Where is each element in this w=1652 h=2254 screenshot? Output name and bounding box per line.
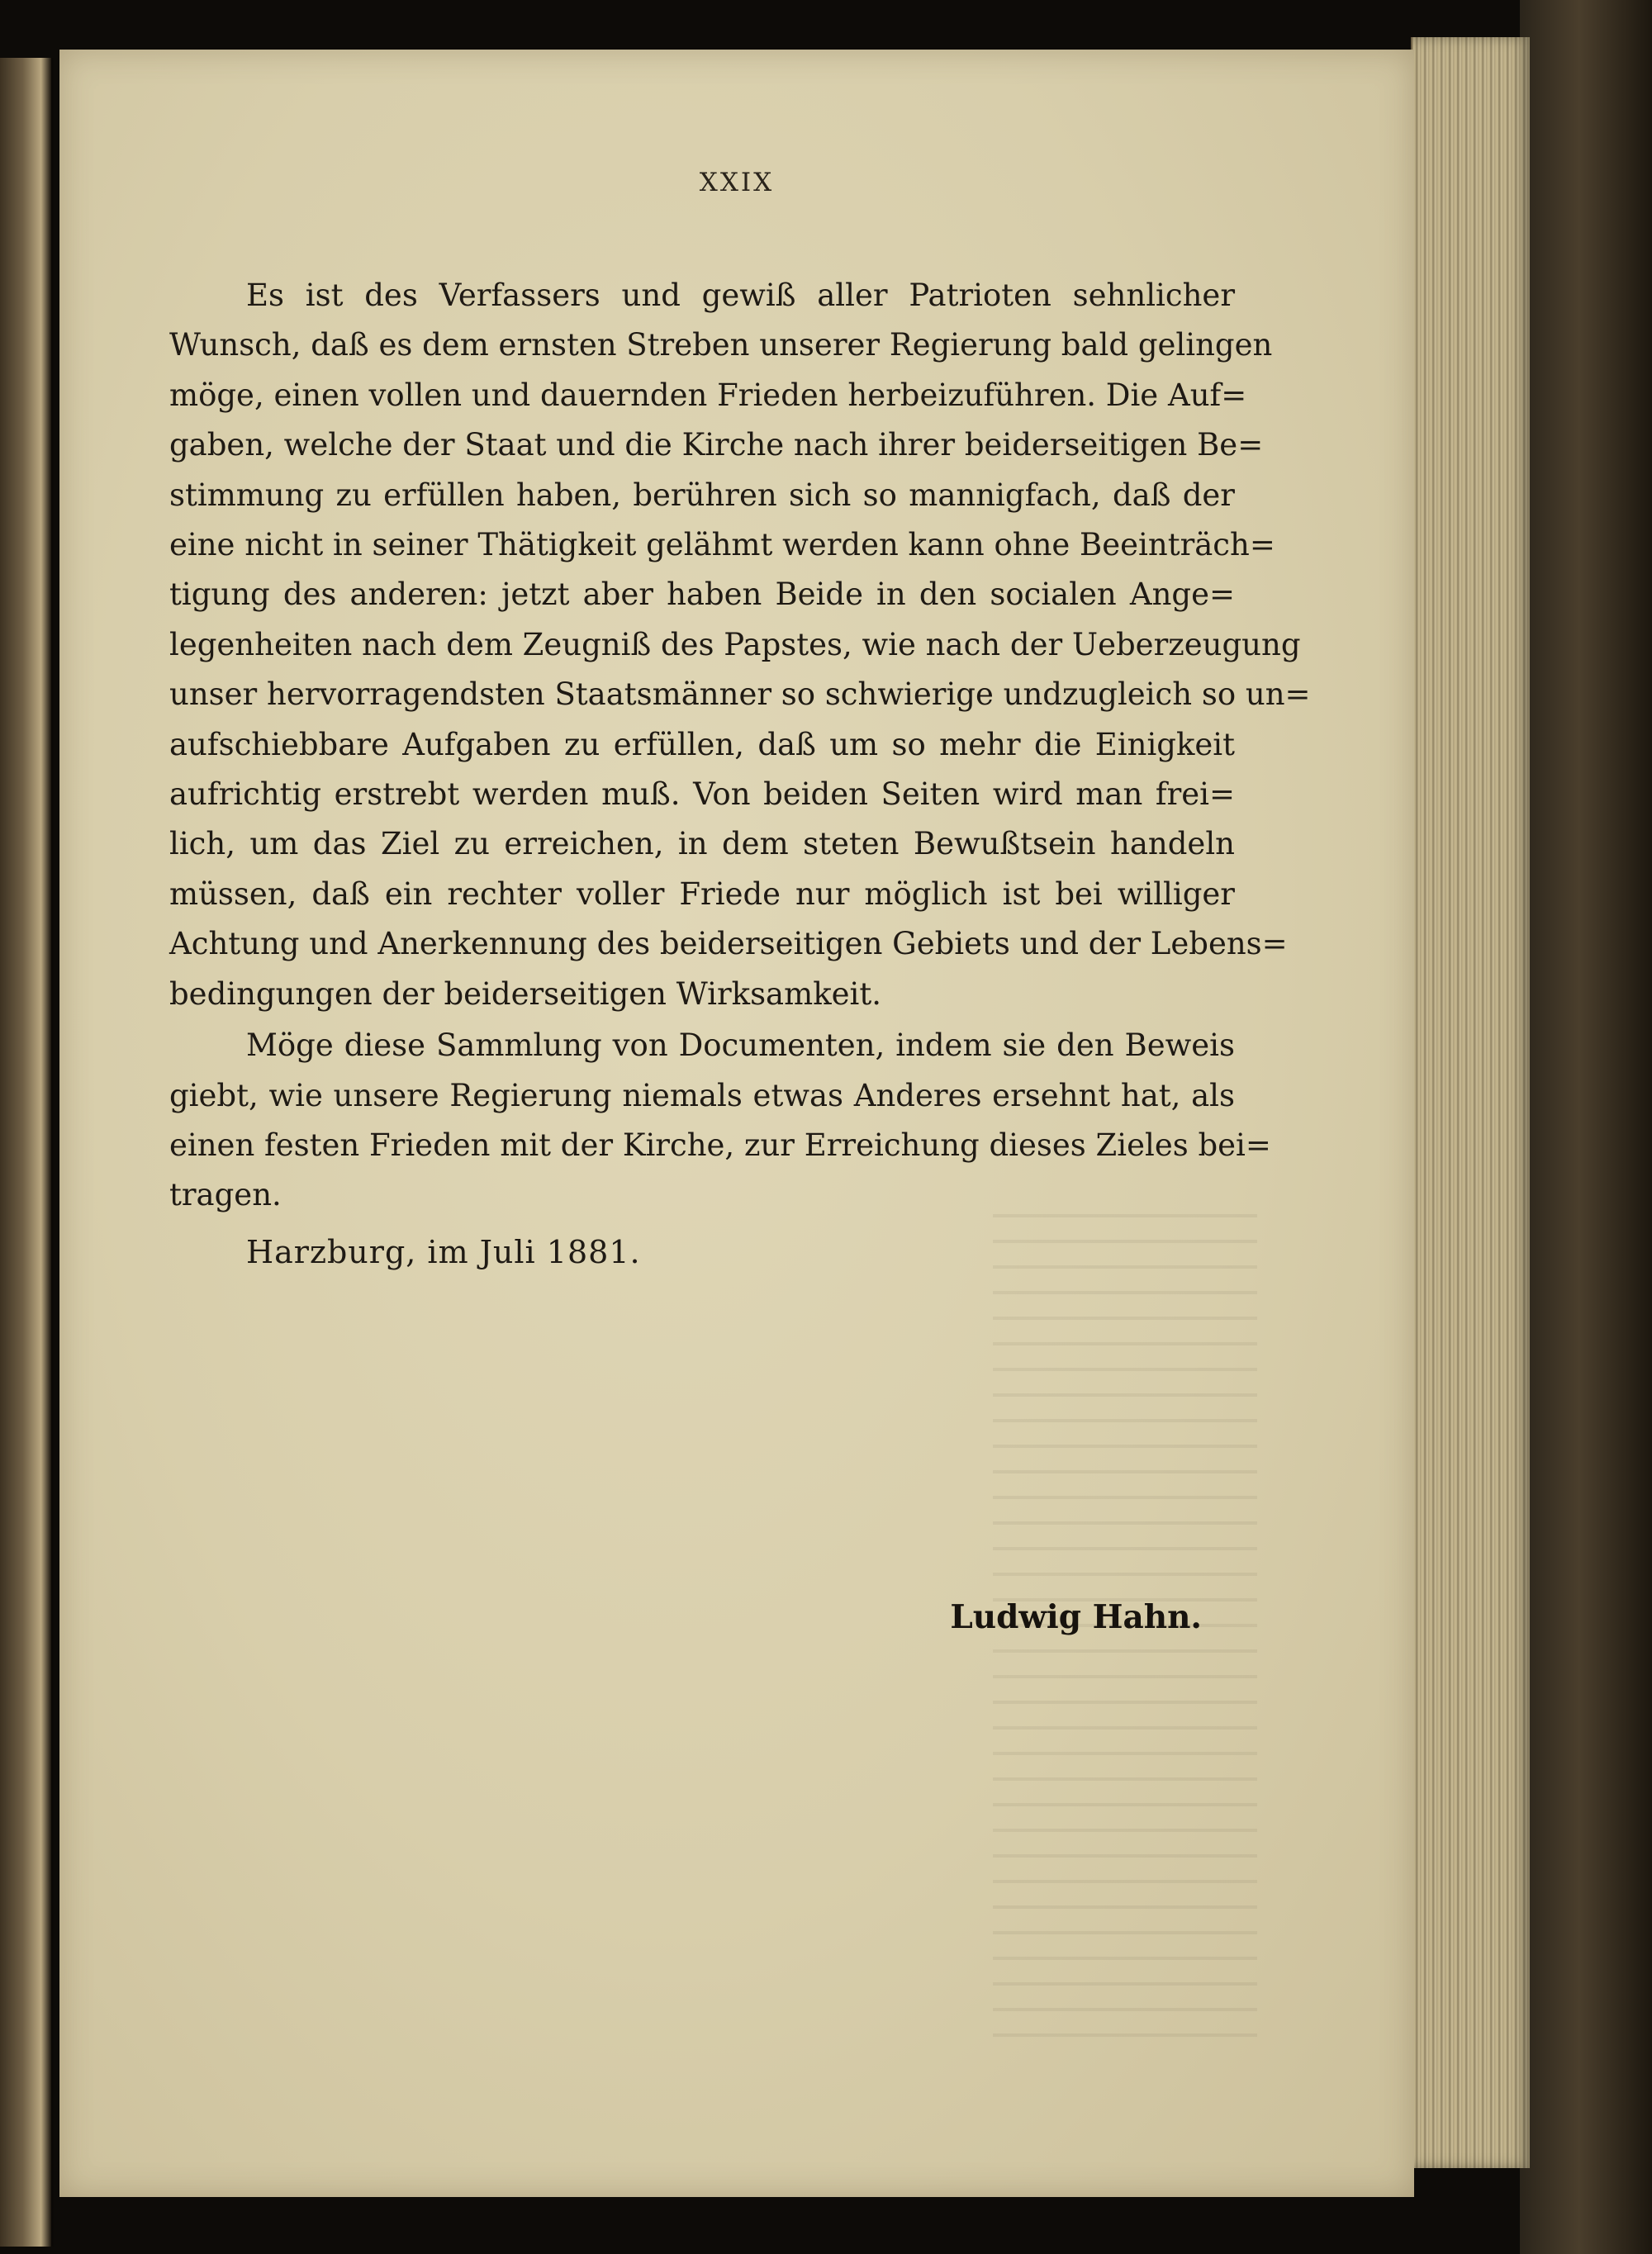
text-line: tigung des anderen: jetzt aber haben Beide in den socialen Ange= [169, 577, 1235, 613]
left-page-edge [0, 58, 54, 2247]
paragraph-1 [169, 271, 1311, 1019]
text-line: Achtung und Anerkennung des beiderseitigen Gebiets und der Lebens= [169, 926, 1288, 962]
text-line: stimmung zu erfüllen haben, berühren sich so mannigfach, daß der [169, 477, 1235, 513]
paragraph-2 [169, 1021, 1271, 1221]
text-line: einen festen Frieden mit der Kirche, zur Erreichung dieses Zieles bei= [169, 1127, 1271, 1163]
text-line: eine nicht in seiner Thätigkeit gelähmt werden kann ohne Beeinträch= [169, 527, 1275, 563]
page-number: XXIX [699, 168, 775, 197]
text-line: Wunsch, daß es dem ernsten Streben unserer Regierung bald gelingen [169, 327, 1273, 363]
text-line: aufschiebbare Aufgaben zu erfüllen, daß um so mehr die Einigkeit [169, 726, 1235, 762]
text-line: gaben, welche der Staat und die Kirche nach ihrer beiderseitigen Be= [169, 427, 1264, 463]
page-stack-edge [1411, 37, 1530, 2168]
text-line: legenheiten nach dem Zeugniß des Papstes, wie nach der Ueberzeugung [169, 626, 1301, 662]
author-signature: Ludwig Hahn. [950, 1598, 1202, 1636]
book-cover-board [1520, 0, 1652, 2254]
body-text [169, 271, 1311, 1636]
text-line: aufrichtig erstrebt werden muß. Von beiden Seiten wird man frei= [169, 776, 1235, 813]
text-line: müssen, daß ein rechter voller Friede nur möglich ist bei williger [169, 876, 1235, 912]
book-page [59, 50, 1414, 2197]
place-date-line: Harzburg, im Juli 1881. [246, 1233, 641, 1270]
text-line: unser hervorragendsten Staatsmänner so schwierige undzugleich so un= [169, 676, 1311, 713]
text-line: möge, einen vollen und dauernden Frieden herbeizuführen. Die Auf= [169, 377, 1247, 413]
text-line: lich, um das Ziel zu erreichen, in dem steten Bewußtsein handeln [169, 826, 1235, 862]
text-line: giebt, wie unsere Regierung niemals etwas Anderes ersehnt hat, als [169, 1077, 1235, 1113]
text-line: Möge diese Sammlung von Documenten, indem sie den Beweis [246, 1027, 1235, 1064]
text-line: bedingungen der beiderseitigen Wirksamkeit. [169, 975, 881, 1012]
text-line: Es ist des Verfassers und gewiß aller Patrioten sehnlicher [246, 278, 1235, 313]
text-line: tragen. [169, 1177, 282, 1213]
